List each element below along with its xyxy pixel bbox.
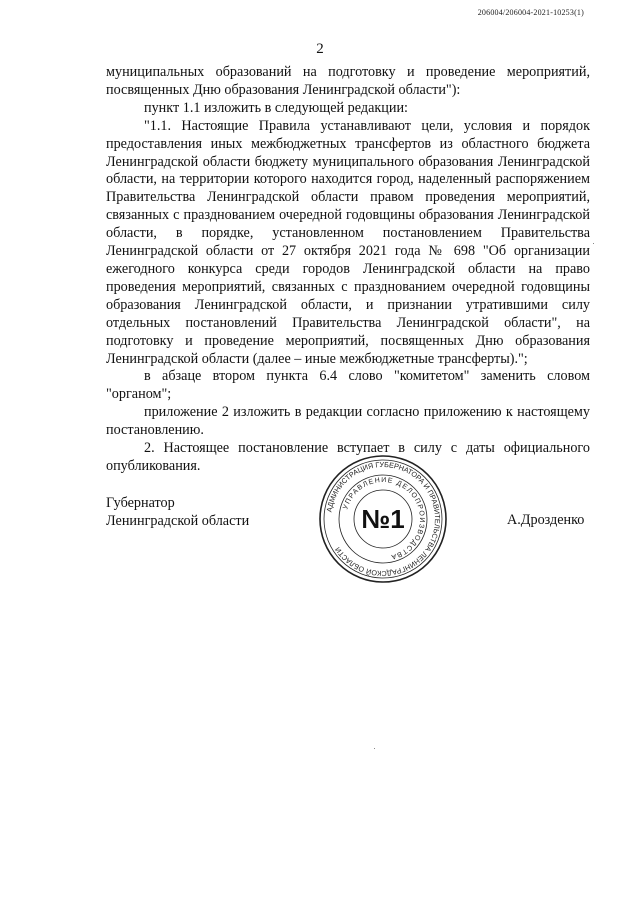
paragraph-1: муниципальных образований на подготовку и проведение мероприятий, посвященных Дню образования Ленинградской области"): xyxy=(106,64,590,98)
document-body xyxy=(106,64,590,476)
official-seal xyxy=(316,452,450,586)
page-number: 2 xyxy=(316,41,324,57)
signer-name: А.Дрозденко xyxy=(507,512,585,528)
seal-number: №1 xyxy=(361,504,405,534)
paragraph-3: "1.1. Настоящие Правила устанавливают цели, условия и порядок предоставления иных межбюджетных трансфертов из областного бюджета Ленинградской области бюджету муниципального образования Ленинградской области, на территории которого находится город, наделенный распоряжением Правительства Ленинградской области правом проведения мероприятий, связанных с празднованием очередной годовщины образования Ленинградской области, в порядке, установленном постановлением Правительства Ленинградской области от 27 октября 2021 года № 698 "Об организации ежегодного конкурса среди городов Ленинградской области на право проведения мероприятий, связанных с празднованием очередной годовщины образования Ленинградской области, и признании утратившими силу отдельных постановлений Правительства Ленинградской области", на подготовку и проведение мероприятий, посвященных Дню образования Ленинградской области (далее – иные межбюджетные трансферты)."; xyxy=(106,117,590,367)
paragraph-6: 2. Настоящее постановление вступает в силу с даты официального опубликования. xyxy=(106,440,590,474)
scan-speck xyxy=(374,748,375,749)
seal-inner-text: УПРАВЛЕНИЕ ДЕЛОПРОИЗВОДСТВА xyxy=(342,476,426,561)
signer-title-line-1: Губернатор xyxy=(106,495,175,511)
paragraph-5: приложение 2 изложить в редакции согласно приложению к настоящему постановлению. xyxy=(106,404,590,439)
seal-ring-text: АДМИНИСТРАЦИЯ ГУБЕРНАТОРА И ПРАВИТЕЛЬСТВА ЛЕНИНГРАДСКОЙ ОБЛАСТИ xyxy=(324,459,443,579)
signer-title xyxy=(106,494,249,530)
signer-title-line-2: Ленинградской области xyxy=(106,513,250,529)
scan-speck xyxy=(593,243,594,244)
document-id: 206004/206004-2021-10253(1) xyxy=(477,8,584,17)
paragraph-2: пункт 1.1 изложить в следующей редакции: xyxy=(144,99,408,116)
paragraph-4: в абзаце втором пункта 6.4 слово "комитетом" заменить словом "органом"; xyxy=(106,368,590,403)
